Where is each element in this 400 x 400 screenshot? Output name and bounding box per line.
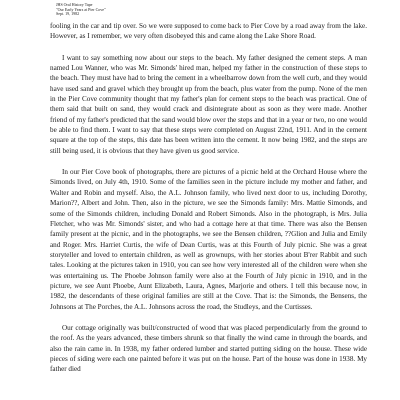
header-archive-line: JHS Oral History Tape bbox=[56, 2, 93, 7]
header-tape-title: "Our Early Years at Pier Cove" bbox=[56, 6, 106, 12]
header-date: Sept. 19, 1982 bbox=[56, 11, 80, 17]
paragraph-continued: fooling in the car and tip over. So we were supposed to come back to Pier Cove by a road away from the lake. However, as I remember, we very often disobeyed this and came along the Lake Shore Road. bbox=[50, 22, 367, 41]
paragraph-picnic-photographs: In our Pier Cove book of photographs, there are pictures of a picnic held at the Orchard House where the Simonds lived, on July 4th, 1910. Some of the families seen in the picture include my mother and father, and Walter and Robin and myself. Also, the A.L. Johnson family, who lived next door to us, including Dorothy, Marion??, Albert and John. Then, also in the picture, we see the Simonds family: Mrs. Mattie Simonds, and some of the Simonds children, including Donald and Robert Simonds. Also in the photograph, is Mrs. Julia Fletcher, who was Mr. Simonds' sister, and who had a cottage here at that time. There was also the Bensen family present at the picnic, and in the photographs, we see the Bensen children, ??Glion and Julia and Emily and Roger. Mrs. Harriet Curtis, the wife of Dean Curtis, was at this Fourth of July picnic. She was a great storyteller and loved to entertain children, as well as grownups, with her stories about B'rer Rabbit and such tales. Looking at the pictures taken in 1910, you can see how very interested all of the children were when she was entertaining us. The Phoebe Johnson family were also at the Fourth of July picnic in 1910, and in the picture, we see Aunt Phoebe, Aunt Elizabeth, Laura, Agnes, Marjorie and others. I tell this because now, in 1982, the descendants of these original families are still at the Cove. That is: the Simonds, the Bensens, the Johnsons at The Porches, the A.L. Johnsons across the road, the Studleys, and the Curtisses. bbox=[50, 168, 367, 311]
document-header bbox=[56, 3, 256, 17]
paragraph-cottage-siding: Our cottage originally was built/constructed of wood that was placed perpendicularly from the ground to the roof. As the years advanced, these timbers shrunk so that finally the wind came in through the boards, and also the rain came in. In 1938, my father ordered lumber and started putting siding on the house. These wide pieces of siding were each one painted before it was put on the house. Part of the house was done in 1938. My father died bbox=[50, 323, 367, 374]
document-body bbox=[50, 21, 367, 375]
paragraph-beach-steps: I want to say something now about our steps to the beach. My father designed the cement steps. A man named Lou Wanner, who was Mr. Simonds' hired man, helped my father in the construction of these steps to the beach. They must have had to bring the cement in a wheelbarrow down from the well curb, and they would have used sand and gravel which they brought up from the beach, plus water from the pump. None of the men in the Pier Cove community thought that my father's plan for cement steps to the beach was practical. One of them said that built on sand, they would crack and disintegrate about as soon as they were made. Another friend of my father's predicted that the sand would blow over the steps and that in a year or two, no one would be able to find them. I want to say that these steps were completed on August 22nd, 1911. And in the cement square at the top of the steps, this date has been written into the cement. It now being 1982, and the steps are still being used, it is obvious that they have given us good service. bbox=[50, 53, 367, 155]
